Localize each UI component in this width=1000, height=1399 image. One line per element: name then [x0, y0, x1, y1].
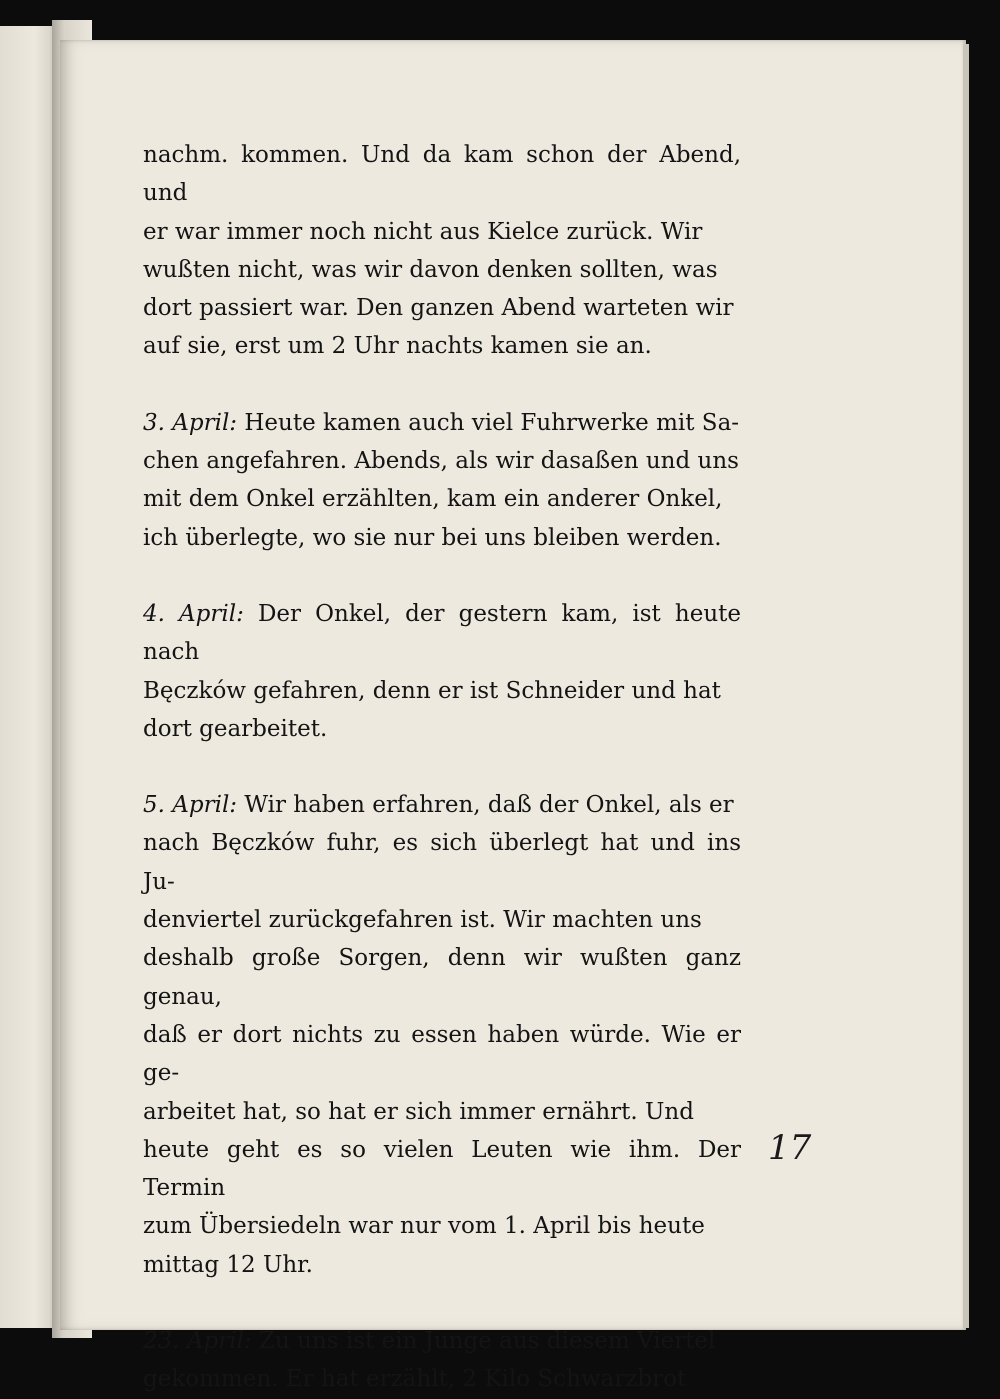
page-number: 17 [768, 1128, 812, 1168]
text-line: nach Bęczków fuhr, es sich überlegt hat und ins Ju- [143, 830, 741, 895]
entry-date: 3. April: [143, 409, 238, 436]
text-line: wußten nicht, was wir davon denken sollten, was [143, 256, 718, 283]
text-line: Wir haben erfahren, daß der Onkel, als er [244, 792, 734, 819]
paragraph-continuation [143, 136, 741, 366]
left-page-edge [0, 26, 58, 1328]
text-line: heute geht es so vielen Leuten wie ihm. Der Termin [143, 1136, 741, 1202]
page-text [143, 136, 741, 1399]
entry-april-23 [143, 1322, 741, 1399]
entry-date: 23. April: [143, 1328, 252, 1355]
entry-april-3 [143, 404, 741, 557]
text-line: Der Onkel, der gestern kam, ist heute nach [143, 600, 742, 666]
text-line: mit dem Onkel erzählten, kam ein anderer Onkel, [143, 486, 723, 513]
text-line: zum Übersiedeln war nur vom 1. April bis heute [143, 1213, 705, 1240]
text-line: ich überlegte, wo sie nur bei uns bleiben werden. [143, 524, 722, 551]
text-line: Zu uns ist ein Junge aus diesem Viertel [259, 1328, 716, 1355]
text-line: dort passiert war. Den ganzen Abend warteten wir [143, 295, 734, 322]
text-line: mittag 12 Uhr. [143, 1251, 313, 1278]
text-line: gekommen. Er hat erzählt, 2 Kilo Schwarzbrot [143, 1366, 687, 1393]
entry-april-5 [143, 786, 741, 1284]
page-edge [963, 44, 969, 1328]
text-line: chen angefahren. Abends, als wir dasaßen und uns [143, 448, 739, 475]
text-line: Bęczków gefahren, denn er ist Schneider und hat [143, 677, 721, 704]
text-line: arbeitet hat, so hat er sich immer ernährt. Und [143, 1098, 694, 1125]
text-line: Heute kamen auch viel Fuhrwerke mit Sa- [244, 409, 740, 436]
text-line: auf sie, erst um 2 Uhr nachts kamen sie an. [143, 333, 652, 360]
text-line: denviertel zurückgefahren ist. Wir machten uns [143, 907, 702, 934]
text-line: er war immer noch nicht aus Kielce zurück. Wir [143, 218, 703, 245]
text-line: deshalb große Sorgen, denn wir wußten ganz genau, [143, 945, 741, 1010]
text-line: daß er dort nichts zu essen haben würde. Wie er ge- [143, 1021, 741, 1087]
text-line: nachm. kommen. Und da kam schon der Abend, und [143, 142, 741, 207]
entry-date: 4. April: [143, 600, 244, 627]
entry-april-4 [143, 595, 741, 748]
text-line: dort gearbeitet. [143, 715, 328, 742]
entry-date: 5. April: [143, 792, 238, 819]
